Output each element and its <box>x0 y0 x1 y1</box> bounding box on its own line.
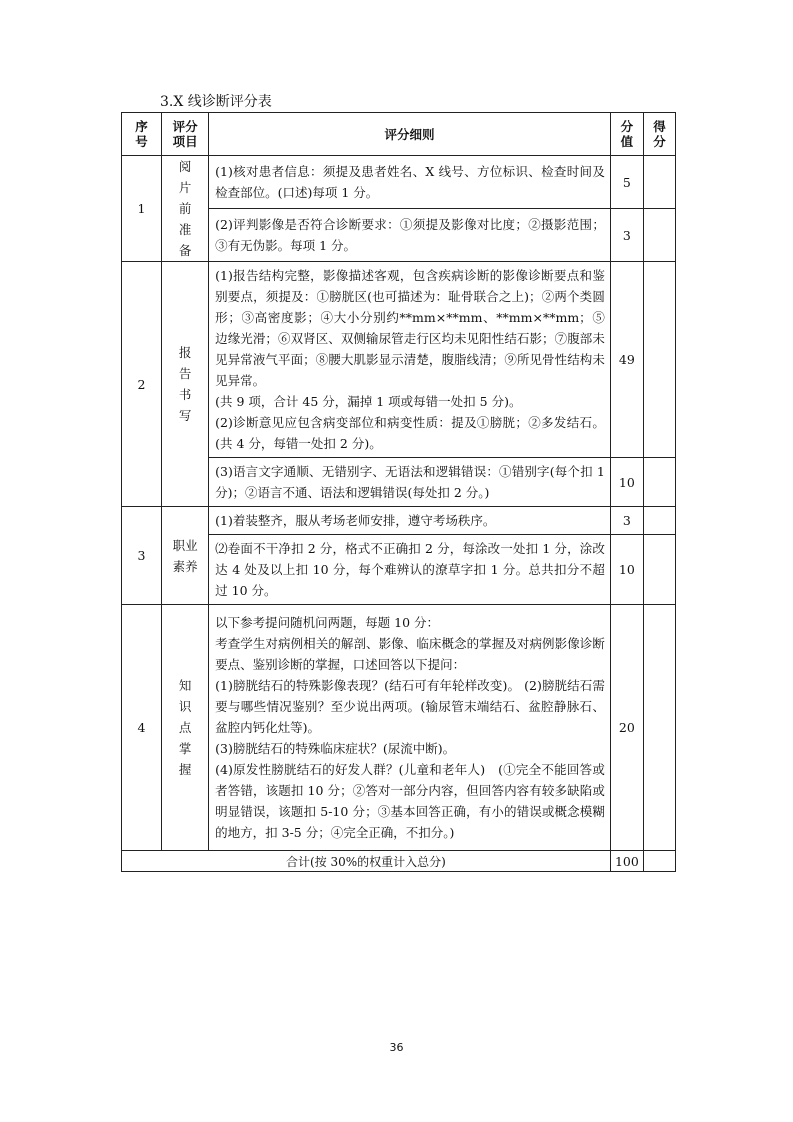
row-detail <box>209 458 611 507</box>
row-item: 阅片前准备 <box>162 156 209 262</box>
row-number: 2 <box>122 262 162 507</box>
page-title: 3.X 线诊断评分表 <box>160 94 272 110</box>
detail-paragraph: (2)诊断意见应包含病变部位和病变性质：提及①膀胱；②多发结石。(共 4 分，每错一处扣 2 分)。 <box>215 415 605 451</box>
row-got-cell <box>643 156 675 209</box>
total-score: 100 <box>610 851 643 872</box>
total-label: 合计(按 30%的权重计入总分) <box>122 851 611 872</box>
row-item: 知识点掌握 <box>162 605 209 851</box>
row-got-cell <box>643 262 675 458</box>
row-got-cell <box>643 507 675 535</box>
row-detail <box>209 535 611 605</box>
total-row <box>122 851 676 872</box>
header-no: 序号 <box>122 113 162 156</box>
detail-paragraph: (1)膀胱结石的特殊影像表现？(结石可有年轮样改变)。 (2)膀胱结石需要与哪些情况鉴别？至少说出两项。(输尿管末端结石、盆腔静脉石、盆腔内钙化灶等)。 <box>215 678 605 735</box>
detail-paragraph: 以下参考提问随机问两题，每题 10 分： <box>215 615 439 630</box>
row-number: 3 <box>122 507 162 605</box>
row-got-cell <box>643 458 675 507</box>
table-row <box>122 262 676 458</box>
row-score: 3 <box>610 209 643 262</box>
scoring-table <box>121 112 676 872</box>
row-got-cell <box>643 209 675 262</box>
header-score: 分值 <box>610 113 643 156</box>
row-detail <box>209 605 611 851</box>
detail-paragraph: (2)评判影像是否符合诊断要求：①须提及影像对比度；②摄影范围；③有无伪影。每项 1 分。 <box>215 217 605 253</box>
detail-paragraph: 考查学生对病例相关的解剖、影像、临床概念的掌握及对病例影像诊断要点、鉴别诊断的掌握，口述回答以下提问： <box>215 636 605 672</box>
table-row <box>122 507 676 535</box>
header-detail: 评分细则 <box>209 113 611 156</box>
header-item: 评分项目 <box>162 113 209 156</box>
detail-paragraph: (4)原发性膀胱结石的好发人群？(儿童和老年人) (①完全不能回答或者答错，该题扣 10 分；②答对一部分内容，但回答内容有较多缺陷或明显错误，该题扣 5-10 分；③基本回答正确，有小的错误或概念模糊的地方，扣 3-5 分；④完全正确，不扣分。) <box>215 762 605 840</box>
row-number: 4 <box>122 605 162 851</box>
row-item: 报告书写 <box>162 262 209 507</box>
row-got-cell <box>643 535 675 605</box>
detail-paragraph: ⑵卷面不干净扣 2 分，格式不正确扣 2 分，每涂改一处扣 1 分，涂改达 4 处及以上扣 10 分，每个难辨认的潦草字扣 1 分。总共扣分不超过 10 分。 <box>215 541 605 598</box>
row-detail <box>209 156 611 209</box>
detail-paragraph: (1)核对患者信息：须提及患者姓名、X 线号、方位标识、检查时间及检查部位。(口述)每项 1 分。 <box>215 164 605 200</box>
row-number: 1 <box>122 156 162 262</box>
total-got-cell <box>643 851 675 872</box>
row-detail <box>209 507 611 535</box>
table-header-row <box>122 113 676 156</box>
table-row <box>122 156 676 209</box>
row-detail <box>209 262 611 458</box>
row-score: 3 <box>610 507 643 535</box>
row-score: 20 <box>610 605 643 851</box>
page-number: 36 <box>389 1041 404 1054</box>
table-row <box>122 605 676 851</box>
row-score: 10 <box>610 458 643 507</box>
row-got-cell <box>643 605 675 851</box>
detail-paragraph: (3)语言文字通顺、无错别字、无语法和逻辑错误：①错别字(每个扣 1 分)；②语言不通、语法和逻辑错误(每处扣 2 分。) <box>215 464 605 500</box>
header-got: 得分 <box>643 113 675 156</box>
detail-paragraph: (1)报告结构完整，影像描述客观，包含疾病诊断的影像诊断要点和鉴别要点，须提及：①膀胱区(也可描述为：耻骨联合之上)；②两个类圆形；③高密度影；④大小分别约**mm×**mm、**mm×**mm；⑤边缘光滑；⑥双肾区、双侧输尿管走行区均未见阳性结石影；⑦腹部未见异常液气平面；⑧腰大肌影显示清楚，腹脂线清；⑨所见骨性结构未见异常。 <box>215 268 605 388</box>
row-item: 职业素养 <box>162 507 209 605</box>
detail-paragraph: (共 9 项，合计 45 分，漏掉 1 项或每错一处扣 5 分)。 <box>215 394 522 409</box>
row-score: 49 <box>610 262 643 458</box>
row-detail <box>209 209 611 262</box>
detail-paragraph: (3)膀胱结石的特殊临床症状？(尿流中断)。 <box>215 741 456 756</box>
detail-paragraph: (1)着装整齐，服从考场老师安排，遵守考场秩序。 <box>215 513 496 528</box>
row-score: 5 <box>610 156 643 209</box>
row-score: 10 <box>610 535 643 605</box>
